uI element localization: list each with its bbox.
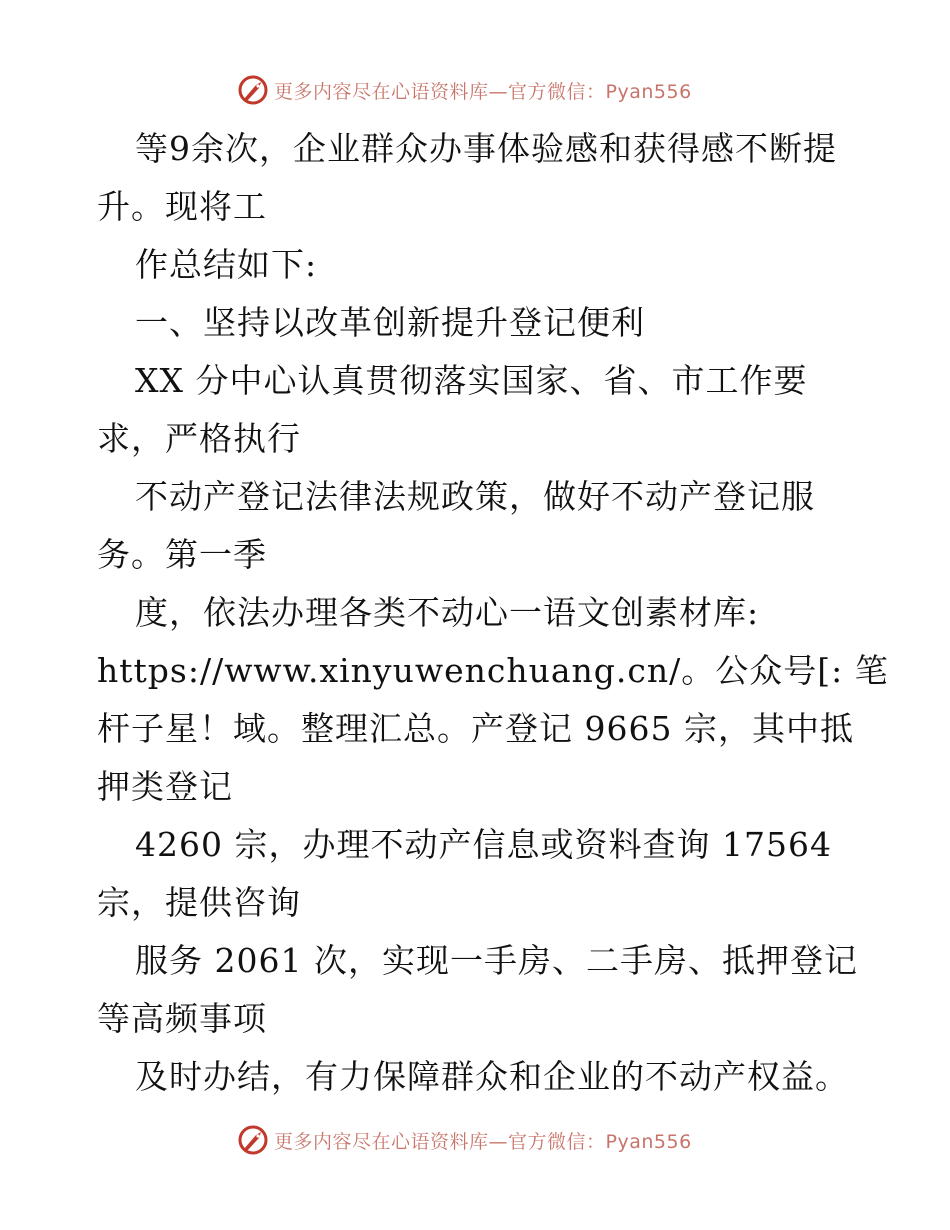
body-line: 4260 宗，办理不动产信息或资料查询 17564 xyxy=(135,825,832,864)
body-line: 宗，提供咨询 xyxy=(97,883,301,922)
header-watermark-text: 更多内容尽在心语资料库—官方微信：Pyan556 xyxy=(274,80,692,103)
body-line: 等高频事项 xyxy=(97,999,267,1038)
body-line: 求，严格执行 xyxy=(97,419,301,458)
body-line-url: https://www.xinyuwenchuang.cn/。公众号[: 笔 xyxy=(97,651,889,690)
body-line: 杆子星！域。整理汇总。产登记 9665 宗，其中抵 xyxy=(97,709,854,748)
footer-watermark-text: 更多内容尽在心语资料库—官方微信：Pyan556 xyxy=(274,1130,692,1153)
body-line: 押类登记 xyxy=(97,767,233,806)
body-line: 服务 2061 次，实现一手房、二手房、抵押登记 xyxy=(135,941,858,980)
footer-watermark xyxy=(236,1123,692,1157)
body-line: 等9余次，企业群众办事体验感和获得感不断提 xyxy=(135,129,837,168)
body-line: 不动产登记法律法规政策，做好不动产登记服 xyxy=(135,477,815,516)
section-heading: 一、坚持以改革创新提升登记便利 xyxy=(135,303,645,342)
pen-nib-logo-icon xyxy=(236,1123,270,1157)
body-line: 作总结如下: xyxy=(135,245,318,284)
document-body xyxy=(97,120,889,1106)
body-line: XX 分中心认真贯彻落实国家、省、市工作要 xyxy=(135,361,808,400)
body-line: 度，依法办理各类不动心一语文创素材库: xyxy=(135,593,760,632)
header-watermark xyxy=(236,73,692,107)
body-line: 及时办结，有力保障群众和企业的不动产权益。 xyxy=(135,1057,849,1096)
body-line: 升。现将工 xyxy=(97,187,267,226)
pen-nib-logo-icon xyxy=(236,73,270,107)
body-line: 务。第一季 xyxy=(97,535,267,574)
